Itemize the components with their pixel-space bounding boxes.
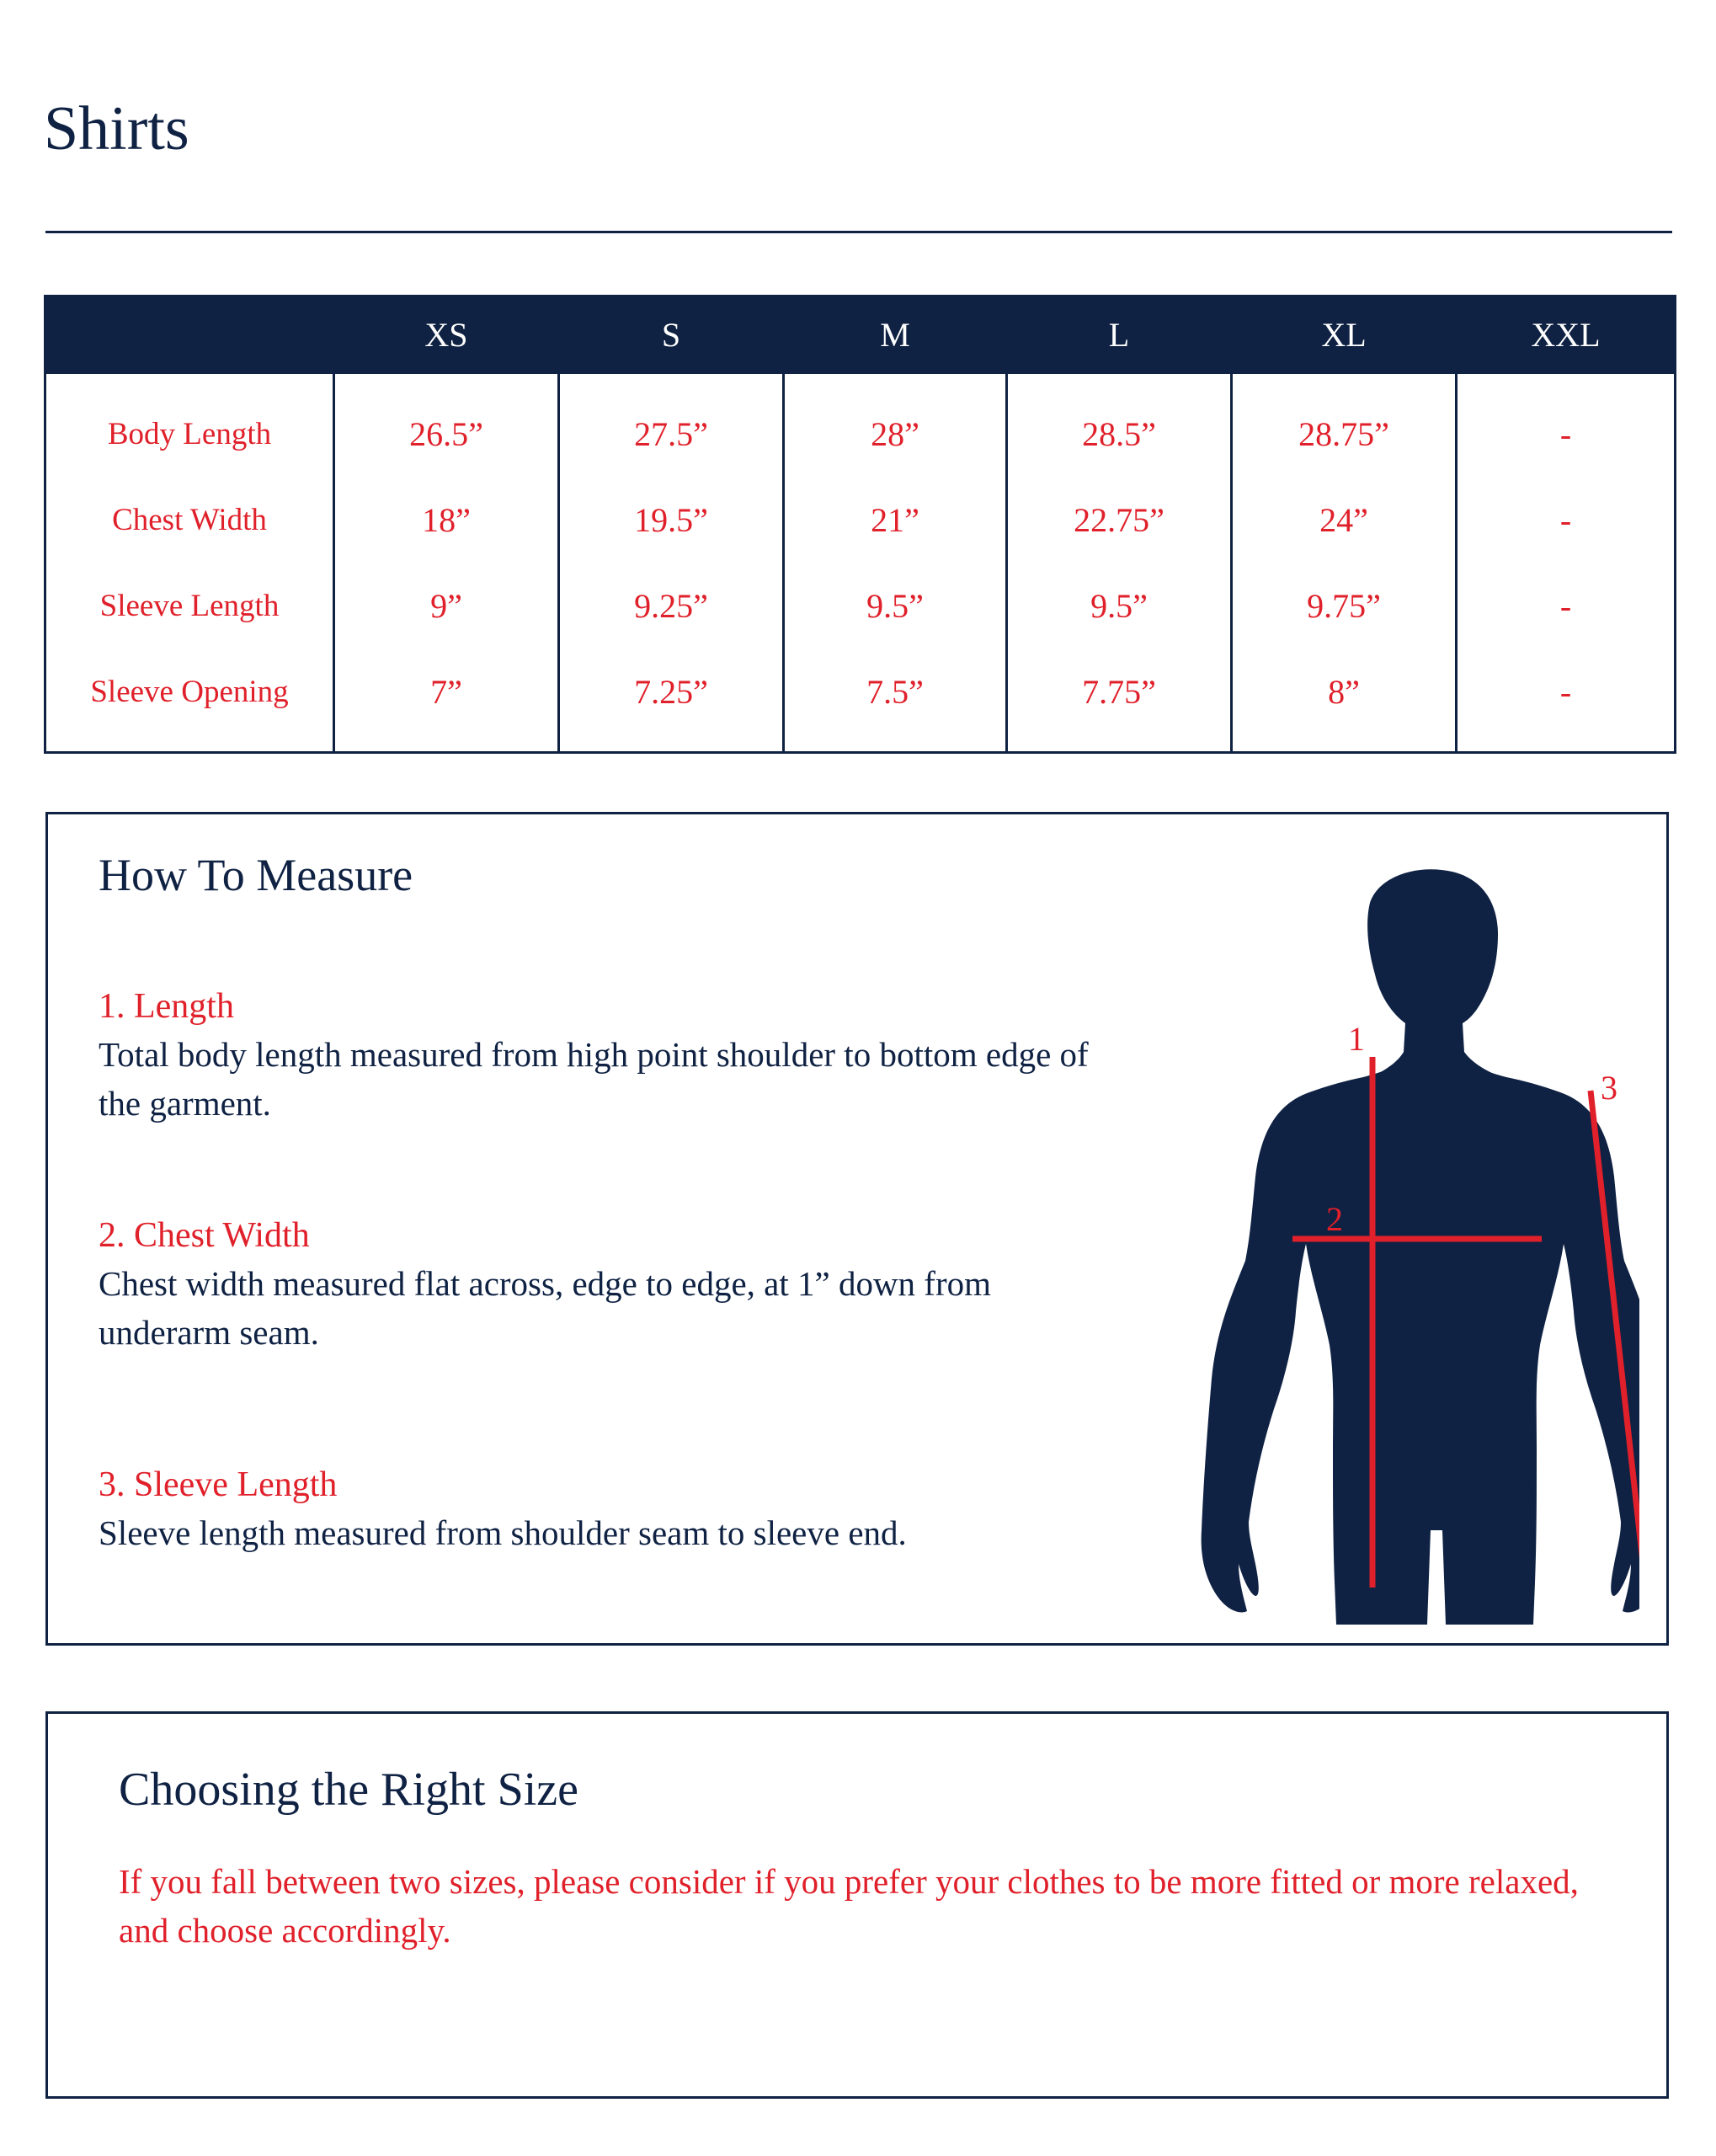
measure-step-length [99,983,1126,1128]
how-to-measure-panel [45,812,1669,1646]
marker-1-label: 1 [1348,1020,1365,1058]
table-header-corner [45,295,334,374]
size-header-xs: XS [334,295,559,374]
table-cell: 7.25” [559,648,784,753]
row-label: Sleeve Opening [45,648,334,753]
table-cell: 24” [1232,477,1457,563]
table-cell: 27.5” [559,374,784,477]
choosing-size-text: If you fall between two sizes, please consider if you prefer your clothes to be more fitted or more relaxed, and choose accordingly. [119,1862,1579,1950]
table-cell: 28.5” [1007,374,1232,477]
table-cell: 9.75” [1232,563,1457,648]
table-cell: 9.25” [559,563,784,648]
table-cell: 9.5” [1007,563,1232,648]
table-row-chest-width [45,477,1676,563]
table-cell: - [1457,563,1676,648]
step-description: Total body length measured from high point shoulder to bottom edge of the garment. [99,1035,1089,1123]
table-cell: 7.75” [1007,648,1232,753]
marker-3-label: 3 [1601,1069,1617,1107]
row-label: Sleeve Length [45,563,334,648]
torso-shape [1202,1055,1639,1625]
table-cell: 28” [784,374,1007,477]
table-row-body-length [45,374,1676,477]
size-header-xxl: XXL [1457,295,1676,374]
step-description: Chest width measured flat across, edge to edge, at 1” down from underarm seam. [99,1264,991,1352]
table-row-sleeve-opening [45,648,1676,753]
step-heading: 2. Chest Width [99,1216,310,1255]
row-label: Body Length [45,374,334,477]
table-row-sleeve-length [45,563,1676,648]
table-cell: 18” [334,477,559,563]
table-cell: 7.5” [784,648,1007,753]
table-cell: - [1457,374,1676,477]
table-cell: 22.75” [1007,477,1232,563]
step-description: Sleeve length measured from shoulder seam to sleeve end. [99,1513,907,1552]
table-header-row [45,295,1676,374]
size-header-l: L [1007,295,1232,374]
table-cell: 9.5” [784,563,1007,648]
row-label: Chest Width [45,477,334,563]
step-heading: 3. Sleeve Length [99,1465,338,1504]
table-cell: 7” [334,648,559,753]
table-cell: 8” [1232,648,1457,753]
table-cell: - [1457,477,1676,563]
measure-step-sleeve-length [99,1461,1126,1557]
table-cell: 21” [784,477,1007,563]
measure-step-chest-width [99,1212,1126,1357]
head-shape [1363,869,1511,1084]
how-to-measure-title: How To Measure [99,850,413,900]
size-chart-table [44,295,1676,754]
table-cell: 19.5” [559,477,784,563]
size-header-s: S [559,295,784,374]
table-cell: 28.75” [1232,374,1457,477]
choosing-size-panel [45,1711,1669,2099]
table-cell: - [1457,648,1676,753]
choosing-size-title: Choosing the Right Size [119,1764,578,1816]
table-cell: 9” [334,563,559,648]
title-divider [45,231,1672,233]
page-title: Shirts [44,94,189,163]
table-cell: 26.5” [334,374,559,477]
size-header-m: M [784,295,1007,374]
marker-2-label: 2 [1326,1200,1343,1238]
size-header-xl: XL [1232,295,1457,374]
step-heading: 1. Length [99,987,234,1026]
body-silhouette [1202,869,1639,1625]
body-measurement-figure [1168,857,1639,1631]
